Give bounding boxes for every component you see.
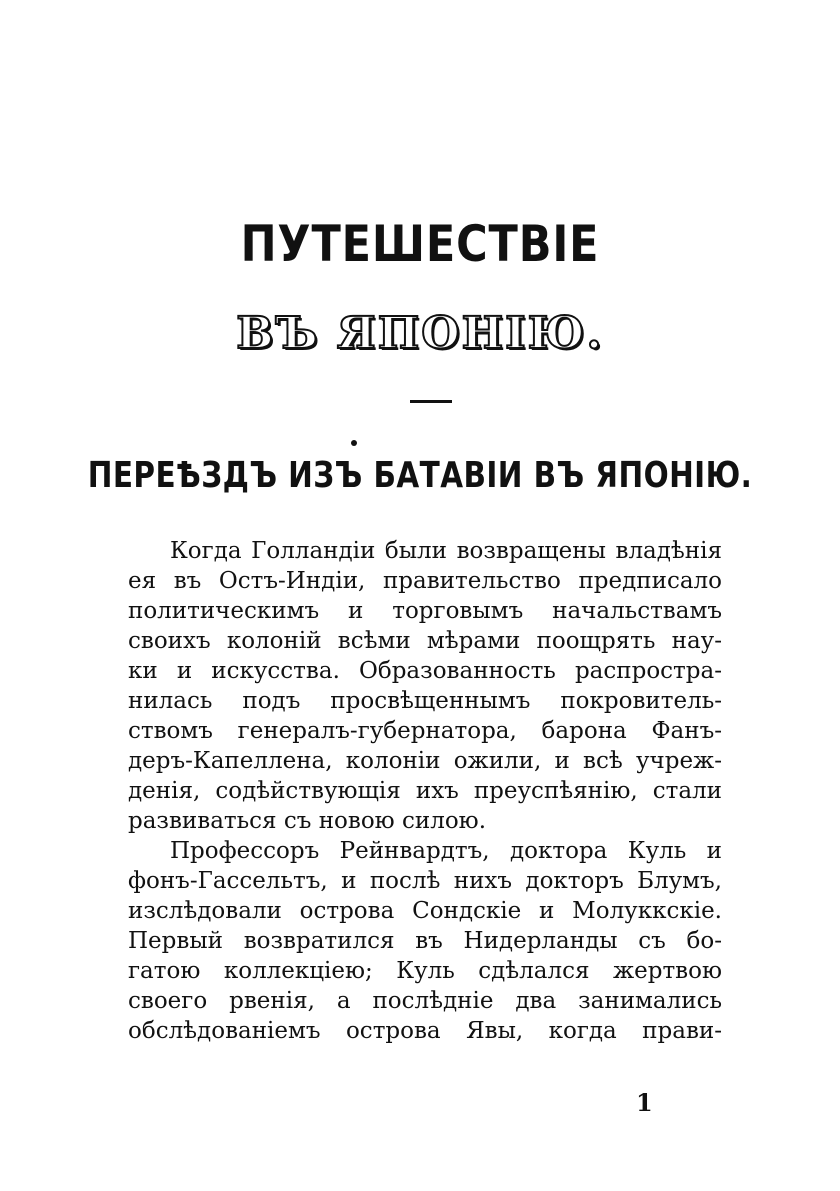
text-line: гатою коллекціею; Куль сдѣлался жертвою (128, 958, 722, 984)
text-line: Первый возвратился въ Нидерланды съ бо- (128, 928, 722, 954)
text-line: политическимъ и торговымъ начальствамъ (128, 598, 722, 624)
text-line: ствомъ генералъ-губернатора, барона Фанъ- (128, 718, 722, 744)
section-heading: ПЕРЕѢЗДЪ ИЗЪ БАТАВІИ ВЪ ЯПОНІЮ. (87, 455, 753, 496)
page-number: 1 (636, 1088, 653, 1117)
text-line: ки и искусства. Образованность распростра- (128, 658, 722, 684)
page-title: ПУТЕШЕСТВІЕ (240, 215, 600, 273)
page-subtitle: ВЪ ЯПОНІЮ. (236, 308, 604, 359)
text-line: деръ-Капеллена, колоніи ожили, и всѣ учреж- (128, 748, 722, 774)
text-line: ея въ Остъ-Индіи, правительство предписало (128, 568, 722, 594)
title-divider (410, 400, 452, 403)
text-line: фонъ-Гассельтъ, и послѣ нихъ докторъ Блумъ, (128, 868, 722, 894)
text-line: Когда Голландіи были возвращены владѣнія (170, 538, 722, 564)
text-line: развиваться съ новою силою. (128, 808, 487, 834)
text-line: обслѣдованіемъ острова Явы, когда прави- (128, 1018, 722, 1044)
text-line: своего рвенія, а послѣдніе два занимались (128, 988, 722, 1014)
text-line: денія, содѣйствующія ихъ преуспѣянію, стали (128, 778, 722, 804)
body-text (128, 536, 722, 1046)
text-line: изслѣдовали острова Сондскіе и Молуккскіе. (128, 898, 722, 924)
text-line: Профессоръ Рейнвардтъ, доктора Куль и (170, 838, 722, 864)
text-line: своихъ колоній всѣми мѣрами поощрять нау- (128, 628, 722, 654)
text-line: нилась подъ просвѣщеннымъ покровитель- (128, 688, 722, 714)
